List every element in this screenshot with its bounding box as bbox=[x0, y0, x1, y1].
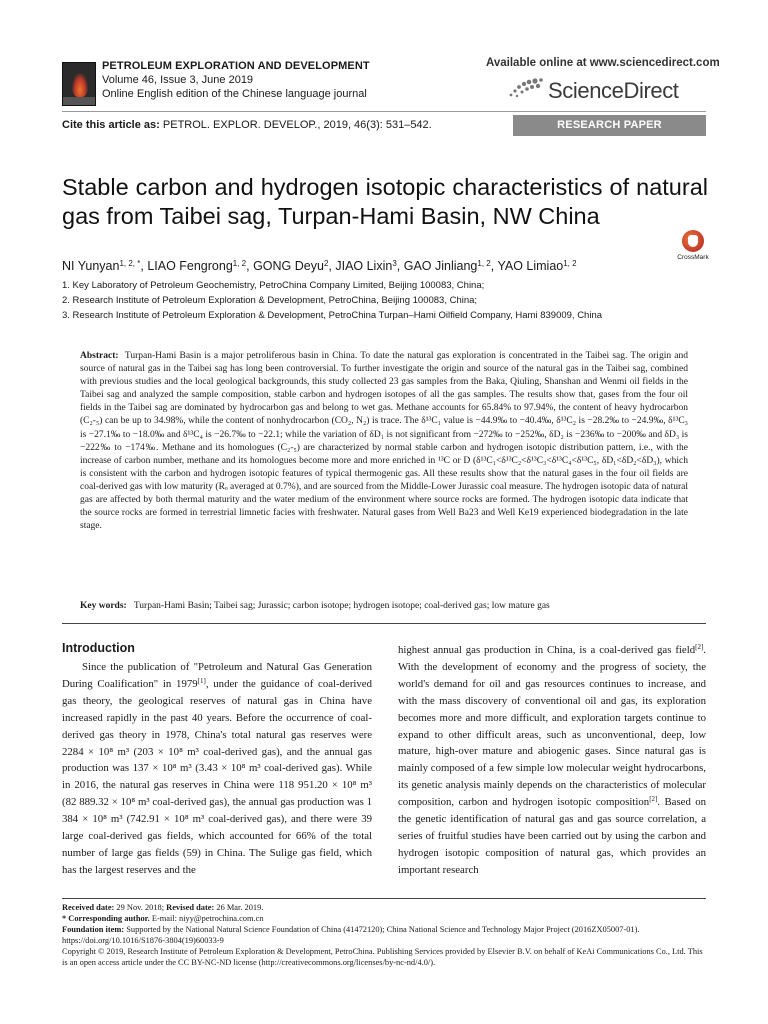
author-name: YAO Limiao bbox=[497, 259, 564, 273]
author-name: GAO Jinliang bbox=[403, 259, 478, 273]
affiliation: 3. Research Institute of Petroleum Exploration & Development, PetroChina Turpan–Hami Oilfield Company, Hami 839009, China bbox=[62, 310, 603, 321]
copyright-notice: Copyright © 2019, Research Institute of Petroleum Exploration & Development, PetroChina. Publishing Services provided by Elsevier B.V. on behalf of KeAi Communications Co., Ltd. This is an open access article under the CC BY-NC-ND license (http://creativecommons.org/licenses/by-nc-nd/4.0/). bbox=[62, 947, 703, 967]
author-name: JIAO Lixin bbox=[335, 259, 393, 273]
crossmark-icon bbox=[682, 230, 704, 252]
affiliation: 1. Key Laboratory of Petroleum Geochemistry, PetroChina Company Limited, Beijing 100083, China; bbox=[62, 280, 485, 291]
journal-logo bbox=[62, 62, 96, 106]
header-divider bbox=[62, 111, 706, 112]
affiliation: 2. Research Institute of Petroleum Exploration & Development, PetroChina, Beijing 100083, China; bbox=[62, 295, 478, 306]
received-dates: Received date: 29 Nov. 2018; Revised date: 26 Mar. 2019. bbox=[62, 903, 264, 912]
foundation-item: Foundation item: Supported by the National Natural Science Foundation of China (41472120); China National Science and Technology Major Project (2016ZX05007-01). bbox=[62, 925, 640, 934]
abstract-text: Turpan-Hami Basin is a major petroliferous basin in China. To date the natural gas exploration is concentrated in the Taibei sag. The origin and source of natural gas in the Taibei sag has long been controversial. To further investigate the origin and source of the natural gas in the Taibei sag, combined with previous studies and the local geological backgrounds, this study collected 23 gas samples from the Baka, Qiuling, Shanshan and Wenmi oil fields in the Taibei sag and analyzed the sample composition, stable carbon and hydrogen isotopes of all the gas samples. The results show that, gases from the four oil fields in the Taibei sag are dominated by hydrocarbon gas and belong to wet gas. Methane accounts for 65.84% to 97.94%, the content of heavy hydrocarbon (C₂-₅) can be up to 34.98%, while the content of nonhydrocarbon (CO₂, N₂) is trace. The δ¹³C₁ value is −44.9‰ to −40.4‰, δ¹³C₂ is −28.2‰ to −24.9‰, δ¹³C₃ is −27.1‰ to −18.0‰ and δ¹³C₄ is −26.7‰ to −22.1; while the variation of δD₁ is not significant from −272‰ to −252‰, δD₂ is −236‰ to −200‰ and δD₃ is −222‰ to −174‰. Methane and its homologues (C₂-₅) are characterized by normal stable carbon and hydrogen isotopic distribution pattern, i.e., with the increase of carbon number, methane and its homologues become more and more enriched in ¹³C or D (δ¹³C₁<δ¹³C₂<δ¹³C₃<δ¹³C₄<δ¹³C₅, δD₁<δD₂<δD₃), which is consistent with the carbon and hydrogen isotopic features of typical thermogenic gas. All these results show that the natural gases in the four oil fields are coal-derived gas with low maturity (Rₒ averaged at 0.7%), and are sourced from the Middle-Lower Jurassic coal measure. The hydrogen isotopic data of natural gas are affected by both thermal maturity and the water medium of the environment where source rocks are formed. The hydrogen isotopic data indicate that the source rocks are formed in terrestrial limnetic facies with freshwater. Natural gases from Well Ba23 and Well Ke19 experienced biodegradation in the late stage. bbox=[80, 351, 689, 532]
footer-divider bbox=[62, 898, 706, 899]
author-name: NI Yunyan bbox=[62, 259, 120, 273]
author-email[interactable]: E-mail: niyy@petrochina.com.cn bbox=[151, 914, 264, 923]
body-column-left: Since the publication of "Petroleum and Natural Gas Generation During Coalification" in 1979[1], under the guidance of coal-derived gas theory, the geological reserves of natural gas in China have increased rapidly in the past 40 years. Before the occurrence of coal-derived gas theory in 1978, China's total natural gas reserves were 2284 × 10⁸ m³ (203 × 10⁸ m³ coal-derived gas), and the annual gas production was 137 × 10⁸ m³ (3.43 × 10⁸ m³ coal-derived gas). While in 2016, the natural gas reserves in China were 118 951.20 × 10⁸ m³ (82 889.32 × 10⁸ m³ coal-derived gas), the annual gas production was 1 384 × 10⁸ m³ (742.91 × 10⁸ m³ coal-derived gas), and there were 39 large coal-derived gas fields, which accounted for 66% of the total number of large gas fields (59) in China. The Sulige gas field, which has the largest reserves and the bbox=[62, 661, 373, 876]
author-list: NI Yunyan$^{1, 2, *}$, LIAO Fengrong$^{1, 2}$, GONG Deyu$^2$, JIAO Lixin$^3$, GAO Jinliang$^{1, 2}$, YAO Limiao$^{1, 2}$ bbox=[62, 259, 577, 273]
reference-link[interactable]: [2] bbox=[649, 795, 658, 804]
journal-name: PETROLEUM EXPLORATION AND DEVELOPMENT bbox=[102, 60, 370, 72]
keywords-text: Turpan-Hami Basin; Taibei sag; Jurassic; carbon isotope; hydrogen isotope; coal-derived gas; low mature gas bbox=[133, 601, 550, 611]
body-column-right: highest annual gas production in China, is a coal-derived gas field[2]. With the development of economy and the progress of society, the world's demand for oil and gas resources continues to increase, and with the mass discovery of conventional oil and gas, its exploration becomes more and more difficult, and exploration targets continue to expand to other difficult areas, such as unconventional, deep, low mature, high-over mature and abiogenic gases. Since natural gas is mainly composed of a few simple low molecular weight hydrocarbons, its genetic analysis mainly depends on the characteristics of molecular composition, carbon and hydrogen isotopic composition[2]. Based on the genetic identification of natural gas and gas source correlation, a series of fruitful studies have been carried out by using the carbon and hydrogen isotopic composition of natural gas, which provides an important research bbox=[398, 643, 706, 876]
article-title: Stable carbon and hydrogen isotopic characteristics of natural gas from Taibei sag, Turpan-Hami Basin, NW China bbox=[62, 174, 708, 229]
author-name: LIAO Fengrong bbox=[147, 259, 233, 273]
abstract-label: Abstract: bbox=[80, 351, 119, 361]
journal-edition: Online English edition of the Chinese language journal bbox=[102, 88, 367, 100]
author-name: GONG Deyu bbox=[253, 259, 324, 273]
journal-volume: Volume 46, Issue 3, June 2019 bbox=[102, 74, 254, 86]
keywords-label: Key words: bbox=[80, 601, 127, 611]
sciencedirect-logo-icon bbox=[505, 76, 545, 100]
abstract-divider bbox=[62, 623, 706, 624]
reference-link[interactable]: [2] bbox=[695, 643, 704, 651]
section-tag: RESEARCH PAPER bbox=[513, 115, 706, 136]
flame-icon bbox=[72, 73, 88, 97]
crossmark-badge[interactable]: CrossMark bbox=[676, 230, 710, 266]
keywords bbox=[80, 601, 688, 611]
abstract bbox=[80, 350, 688, 533]
publisher-name: ScienceDirect bbox=[548, 78, 679, 103]
doi-link[interactable]: https://doi.org/10.1016/S1876-3804(19)60033-9 bbox=[62, 936, 224, 945]
available-online-text: Available online at www.sciencedirect.com bbox=[486, 57, 720, 69]
section-heading: Introduction bbox=[62, 641, 135, 655]
reference-link[interactable]: [1] bbox=[197, 676, 206, 685]
corresponding-author: * Corresponding author. E-mail: niyy@petrochina.com.cn bbox=[62, 914, 264, 923]
citation-line: Cite this article as: PETROL. EXPLOR. DEVELOP., 2019, 46(3): 531–542. bbox=[62, 119, 432, 131]
